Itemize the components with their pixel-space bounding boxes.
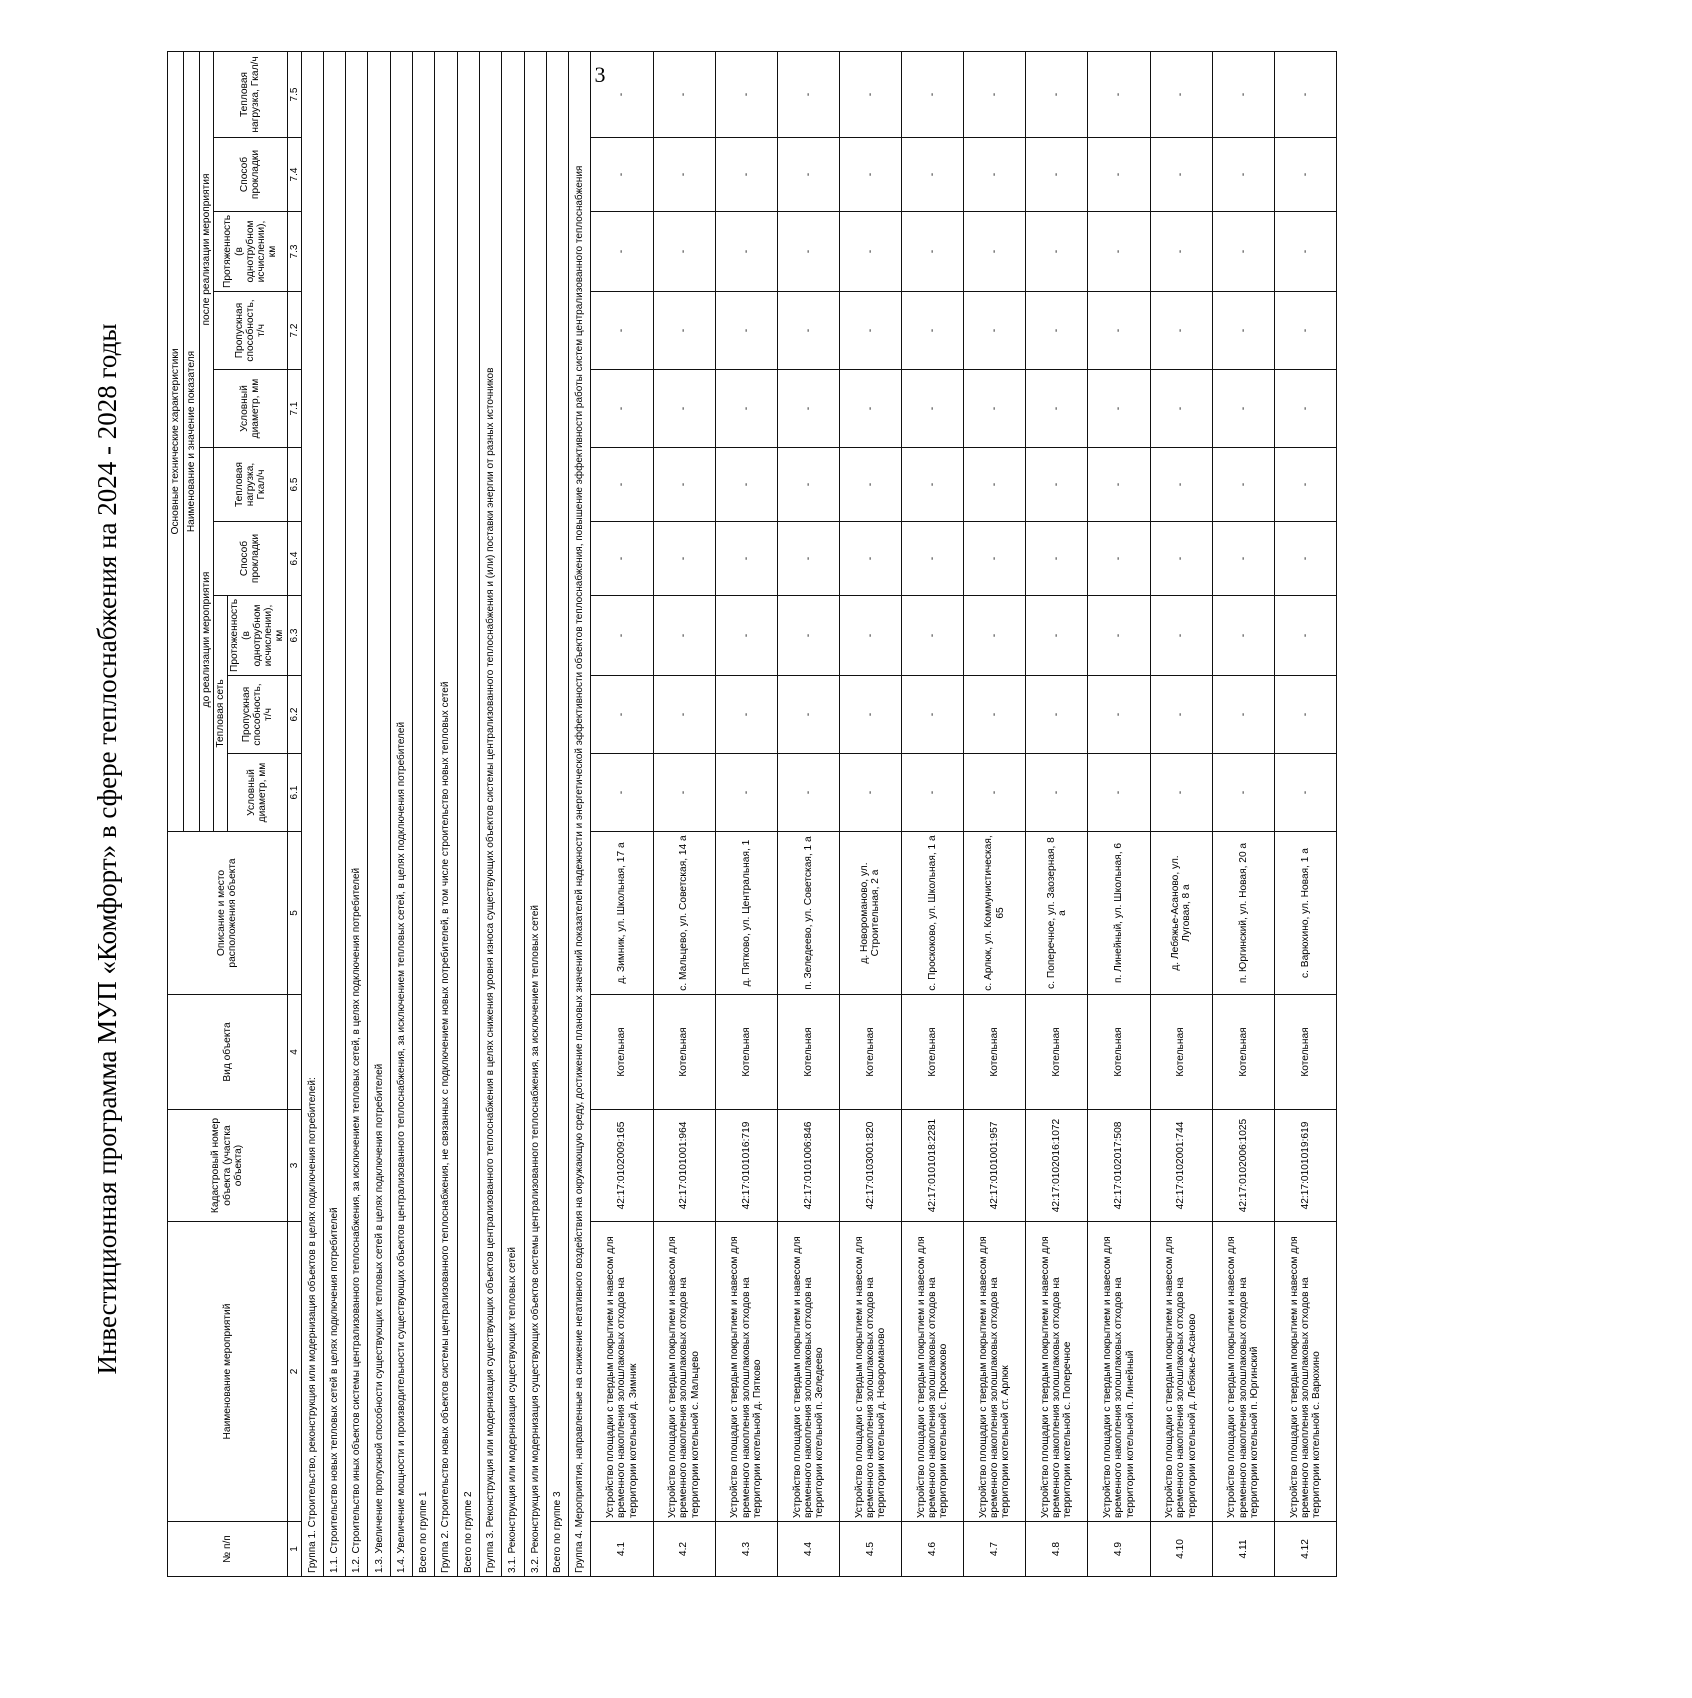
empty-value-cell: - xyxy=(1026,676,1088,754)
empty-value-cell: - xyxy=(1088,212,1150,292)
empty-value-cell: - xyxy=(1212,138,1274,212)
row-number: 4.12 xyxy=(1274,1522,1336,1577)
column-index-cell: 7.2 xyxy=(287,292,301,370)
measure-name: Устройство площадки с твердым покрытием и навесом для временного накопления золошлаковых отходов на территории котельной с. Мальцево xyxy=(653,1222,715,1522)
empty-value-cell: - xyxy=(839,596,901,676)
empty-value-cell: - xyxy=(653,522,715,596)
column-index-cell: 7.4 xyxy=(287,138,301,212)
empty-value-cell: - xyxy=(715,448,777,522)
row-number: 4.2 xyxy=(653,1522,715,1577)
empty-value-cell: - xyxy=(1274,448,1336,522)
empty-value-cell: - xyxy=(964,292,1026,370)
header-throughput-before: Пропускная способность, т/ч xyxy=(228,676,287,754)
empty-value-cell: - xyxy=(1274,370,1336,448)
group-label: 1.1. Строительство новых тепловых сетей в целях подключения потребителей xyxy=(323,51,345,1576)
object-type: Котельная xyxy=(1088,995,1150,1110)
group-row xyxy=(569,51,591,1576)
table-row xyxy=(777,51,839,1576)
empty-value-cell: - xyxy=(964,522,1026,596)
column-index-cell: 2 xyxy=(287,1222,301,1522)
empty-value-cell: - xyxy=(1088,292,1150,370)
object-location: д. Зимник, ул. Школьная, 17 а xyxy=(591,832,653,995)
group-row xyxy=(346,51,368,1576)
measure-name: Устройство площадки с твердым покрытием и навесом для временного накопления золошлаковых отходов на территории котельной с. Поперечное xyxy=(1026,1222,1088,1522)
group-label: Всего по группе 2 xyxy=(457,51,479,1576)
cadastral-number: 42:17:0102017:508 xyxy=(1088,1110,1150,1222)
cadastral-number: 42:17:0101016:719 xyxy=(715,1110,777,1222)
table-row xyxy=(1150,51,1212,1576)
empty-value-cell: - xyxy=(1026,51,1088,137)
group-label: Группа 2. Строительство новых объектов системы централизованного теплоснабжения, не связанных с подключением новых потребителей, в том числе строительство новых тепловых сетей xyxy=(435,51,457,1576)
empty-value-cell: - xyxy=(777,370,839,448)
empty-value-cell: - xyxy=(591,51,653,137)
empty-value-cell: - xyxy=(1026,448,1088,522)
empty-value-cell: - xyxy=(839,522,901,596)
object-location: с. Проскоково, ул. Школьная, 1 а xyxy=(902,832,964,995)
measure-name: Устройство площадки с твердым покрытием и навесом для временного накопления золошлаковых отходов на территории котельной д. Новороманово xyxy=(839,1222,901,1522)
row-number: 4.3 xyxy=(715,1522,777,1577)
empty-value-cell: - xyxy=(839,676,901,754)
cadastral-number: 42:17:0102009:165 xyxy=(591,1110,653,1222)
empty-value-cell: - xyxy=(1212,596,1274,676)
empty-value-cell: - xyxy=(777,51,839,137)
page-number: 3 xyxy=(594,62,606,87)
empty-value-cell: - xyxy=(715,212,777,292)
empty-value-cell: - xyxy=(1212,51,1274,137)
row-number: 4.7 xyxy=(964,1522,1026,1577)
cadastral-number: 42:17:0101006:846 xyxy=(777,1110,839,1222)
empty-value-cell: - xyxy=(715,51,777,137)
table-row xyxy=(591,51,653,1576)
header-tech: Основные технические характеристики xyxy=(168,51,184,831)
column-index-cell: 7.5 xyxy=(287,51,301,137)
column-index-cell: 6.5 xyxy=(287,448,301,522)
header-laying-after: Способ прокладки xyxy=(214,138,287,212)
table-row xyxy=(1088,51,1150,1576)
object-location: с. Поперечное, ул. Заозерная, 8 а xyxy=(1026,832,1088,995)
empty-value-cell: - xyxy=(902,51,964,137)
group-row xyxy=(301,51,323,1576)
empty-value-cell: - xyxy=(653,754,715,832)
measure-name: Устройство площадки с твердым покрытием и навесом для временного накопления золошлаковых отходов на территории котельной д. Лебяжье-Асаново xyxy=(1150,1222,1212,1522)
column-index-row xyxy=(287,51,301,1576)
measure-name: Устройство площадки с твердым покрытием и навесом для временного накопления золошлаковых отходов на территории котельной с. Варюхино xyxy=(1274,1222,1336,1522)
empty-value-cell: - xyxy=(653,138,715,212)
table-row xyxy=(1026,51,1088,1576)
empty-value-cell: - xyxy=(1150,51,1212,137)
column-index-cell: 6.3 xyxy=(287,596,301,676)
measure-name: Устройство площадки с твердым покрытием и навесом для временного накопления золошлаковых отходов на территории котельной д. Пятково xyxy=(715,1222,777,1522)
cadastral-number: 42:17:0102016:1072 xyxy=(1026,1110,1088,1222)
table-row xyxy=(715,51,777,1576)
empty-value-cell: - xyxy=(1150,522,1212,596)
empty-value-cell: - xyxy=(777,754,839,832)
row-number: 4.9 xyxy=(1088,1522,1150,1577)
empty-value-cell: - xyxy=(1088,370,1150,448)
empty-value-cell: - xyxy=(902,370,964,448)
object-location: п. Линейный, ул. Школьная, 6 xyxy=(1088,832,1150,995)
header-num: № п/п xyxy=(168,1522,288,1577)
empty-value-cell: - xyxy=(1026,522,1088,596)
empty-value-cell: - xyxy=(1150,596,1212,676)
empty-value-cell: - xyxy=(1150,212,1212,292)
empty-value-cell: - xyxy=(1088,448,1150,522)
empty-value-cell: - xyxy=(1088,51,1150,137)
object-location: д. Пятково, ул. Центральная, 1 xyxy=(715,832,777,995)
group-row xyxy=(479,51,501,1576)
empty-value-cell: - xyxy=(1026,370,1088,448)
empty-value-cell: - xyxy=(964,370,1026,448)
page-title: Инвестиционная программа МУП «Комфорт» в сфере теплоснабжения на 2024 - 2028 годы xyxy=(92,323,122,1375)
group-row xyxy=(524,51,546,1576)
table-row xyxy=(1212,51,1274,1576)
header-throughput-after: Пропускная способность, т/ч xyxy=(214,292,287,370)
header-indicator: Наименование и значение показателя xyxy=(184,51,200,831)
empty-value-cell: - xyxy=(1274,51,1336,137)
empty-value-cell: - xyxy=(964,676,1026,754)
empty-value-cell: - xyxy=(1026,212,1088,292)
group-label: Группа 1. Строительство, реконструкция или модернизация объектов в целях подключения потребителей: xyxy=(301,51,323,1576)
object-type: Котельная xyxy=(715,995,777,1110)
group-row xyxy=(323,51,345,1576)
column-index-cell: 4 xyxy=(287,995,301,1110)
empty-value-cell: - xyxy=(1088,522,1150,596)
empty-value-cell: - xyxy=(591,676,653,754)
cadastral-number: 42:17:0101019:619 xyxy=(1274,1110,1336,1222)
header-before: до реализации мероприятия xyxy=(200,448,214,832)
object-location: с. Варюхино, ул. Новая, 1 а xyxy=(1274,832,1336,995)
empty-value-cell: - xyxy=(715,596,777,676)
object-type: Котельная xyxy=(1150,995,1212,1110)
empty-value-cell: - xyxy=(902,448,964,522)
empty-value-cell: - xyxy=(1150,448,1212,522)
header-diameter-before: Условный диаметр, мм xyxy=(228,754,287,832)
empty-value-cell: - xyxy=(1274,212,1336,292)
column-index-cell: 5 xyxy=(287,832,301,995)
object-type: Котельная xyxy=(591,995,653,1110)
empty-value-cell: - xyxy=(964,754,1026,832)
measure-name: Устройство площадки с твердым покрытием и навесом для временного накопления золошлаковых отходов на территории котельной д. Зимник xyxy=(591,1222,653,1522)
group-label: 1.4. Увеличение мощности и производительности существующих объектов централизованного теплоснабжения, за исключением тепловых сетей, в целях подключения потребителей xyxy=(390,51,412,1576)
table-row xyxy=(839,51,901,1576)
empty-value-cell: - xyxy=(964,596,1026,676)
empty-value-cell: - xyxy=(902,138,964,212)
object-location: д. Лебяжье-Асаново, ул. Луговая, 8 а xyxy=(1150,832,1212,995)
empty-value-cell: - xyxy=(964,51,1026,137)
empty-value-cell: - xyxy=(777,138,839,212)
column-index-cell: 3 xyxy=(287,1110,301,1222)
table-row xyxy=(964,51,1026,1576)
empty-value-cell: - xyxy=(591,292,653,370)
empty-value-cell: - xyxy=(1212,754,1274,832)
empty-value-cell: - xyxy=(715,370,777,448)
object-type: Котельная xyxy=(964,995,1026,1110)
measure-name: Устройство площадки с твердым покрытием и навесом для временного накопления золошлаковых отходов на территории котельной ст. Арлюк xyxy=(964,1222,1026,1522)
column-index-cell: 7.3 xyxy=(287,212,301,292)
empty-value-cell: - xyxy=(715,754,777,832)
empty-value-cell: - xyxy=(653,596,715,676)
empty-value-cell: - xyxy=(653,676,715,754)
empty-value-cell: - xyxy=(715,138,777,212)
empty-value-cell: - xyxy=(1088,138,1150,212)
header-length-after: Протяженность (в однотрубном исчислении), км xyxy=(214,212,287,292)
empty-value-cell: - xyxy=(964,212,1026,292)
empty-value-cell: - xyxy=(715,522,777,596)
cadastral-number: 42:17:0101001:964 xyxy=(653,1110,715,1222)
empty-value-cell: - xyxy=(777,212,839,292)
empty-value-cell: - xyxy=(777,448,839,522)
header-heat-load-before: Тепловая нагрузка, Гкал/ч xyxy=(214,448,287,522)
empty-value-cell: - xyxy=(777,596,839,676)
header-laying-before: Способ прокладки xyxy=(214,522,287,596)
empty-value-cell: - xyxy=(1026,754,1088,832)
measure-name: Устройство площадки с твердым покрытием и навесом для временного накопления золошлаковых отходов на территории котельной п. Юргинский xyxy=(1212,1222,1274,1522)
group-label: 1.2. Строительство иных объектов системы централизованного теплоснабжения, за исключением тепловых сетей, в целях подключения потребителей xyxy=(346,51,368,1576)
measure-name: Устройство площадки с твердым покрытием и навесом для временного накопления золошлаковых отходов на территории котельной п. Зеледеево xyxy=(777,1222,839,1522)
empty-value-cell: - xyxy=(1150,754,1212,832)
header-after: после реализации мероприятия xyxy=(200,51,214,447)
empty-value-cell: - xyxy=(777,522,839,596)
empty-value-cell: - xyxy=(1212,522,1274,596)
investment-table xyxy=(167,51,1337,1577)
empty-value-cell: - xyxy=(1088,754,1150,832)
empty-value-cell: - xyxy=(591,448,653,522)
empty-value-cell: - xyxy=(964,448,1026,522)
group-label: 3.1. Реконструкция или модернизация существующих тепловых сетей xyxy=(502,51,524,1576)
empty-value-cell: - xyxy=(1274,596,1336,676)
empty-value-cell: - xyxy=(591,138,653,212)
cadastral-number: 42:17:0102006:1025 xyxy=(1212,1110,1274,1222)
column-index-cell: 1 xyxy=(287,1522,301,1577)
row-number: 4.5 xyxy=(839,1522,901,1577)
group-row xyxy=(502,51,524,1576)
empty-value-cell: - xyxy=(1088,596,1150,676)
column-index-cell: 6.2 xyxy=(287,676,301,754)
empty-value-cell: - xyxy=(1150,370,1212,448)
empty-value-cell: - xyxy=(715,676,777,754)
empty-value-cell: - xyxy=(653,448,715,522)
empty-value-cell: - xyxy=(1274,676,1336,754)
group-label: Группа 3. Реконструкция или модернизация существующих объектов централизованного теплоснабжения в целях снижения уровня износа существующих объектов системы централизованного теплоснабжения и (или) поставки энергии от разных источников xyxy=(479,51,501,1576)
group-row xyxy=(435,51,457,1576)
object-location: с. Мальцево, ул. Советская, 14 а xyxy=(653,832,715,995)
row-number: 4.10 xyxy=(1150,1522,1212,1577)
column-index-cell: 6.4 xyxy=(287,522,301,596)
group-label: Группа 4. Мероприятия, направленные на снижение негативного воздействия на окружающую среду, достижение плановых значений показателей надежности и энергетической эффективности объектов теплоснабжения, повышение эффективности работы систем централизованного теплоснабжения xyxy=(569,51,591,1576)
cadastral-number: 42:17:0101018:2281 xyxy=(902,1110,964,1222)
object-type: Котельная xyxy=(777,995,839,1110)
empty-value-cell: - xyxy=(1212,370,1274,448)
row-number: 4.6 xyxy=(902,1522,964,1577)
row-number: 4.4 xyxy=(777,1522,839,1577)
cadastral-number: 42:17:0101001:957 xyxy=(964,1110,1026,1222)
header-description: Описание и место расположения объекта xyxy=(168,832,288,995)
empty-value-cell: - xyxy=(902,292,964,370)
measure-name: Устройство площадки с твердым покрытием и навесом для временного накопления золошлаковых отходов на территории котельной п. Линейный xyxy=(1088,1222,1150,1522)
empty-value-cell: - xyxy=(1150,676,1212,754)
column-index-cell: 6.1 xyxy=(287,754,301,832)
group-row xyxy=(413,51,435,1576)
empty-value-cell: - xyxy=(839,448,901,522)
empty-value-cell: - xyxy=(591,212,653,292)
empty-value-cell: - xyxy=(1274,522,1336,596)
empty-value-cell: - xyxy=(715,292,777,370)
header-diameter-after: Условный диаметр, мм xyxy=(214,370,287,448)
header-heat-load-after: Тепловая нагрузка, Гкал/ч xyxy=(214,51,287,137)
empty-value-cell: - xyxy=(1274,292,1336,370)
empty-value-cell: - xyxy=(902,676,964,754)
empty-value-cell: - xyxy=(591,370,653,448)
table-row xyxy=(1274,51,1336,1576)
empty-value-cell: - xyxy=(902,596,964,676)
table-row xyxy=(902,51,964,1576)
empty-value-cell: - xyxy=(1274,138,1336,212)
header-heat-network: Тепловая сеть xyxy=(214,596,228,832)
empty-value-cell: - xyxy=(591,596,653,676)
group-label: 1.3. Увеличение пропускной способности существующих тепловых сетей в целях подключения потребителей xyxy=(368,51,390,1576)
empty-value-cell: - xyxy=(591,522,653,596)
group-label: Всего по группе 1 xyxy=(413,51,435,1576)
header-length-before: Протяженность (в однотрубном исчислении), км xyxy=(228,596,287,676)
empty-value-cell: - xyxy=(777,292,839,370)
object-type: Котельная xyxy=(1212,995,1274,1110)
group-label: 3.2. Реконструкция или модернизация существующих объектов системы централизованного теплоснабжения, за исключением тепловых сетей xyxy=(524,51,546,1576)
empty-value-cell: - xyxy=(839,212,901,292)
empty-value-cell: - xyxy=(839,292,901,370)
empty-value-cell: - xyxy=(902,522,964,596)
group-row xyxy=(546,51,568,1576)
empty-value-cell: - xyxy=(653,292,715,370)
empty-value-cell: - xyxy=(902,754,964,832)
object-type: Котельная xyxy=(839,995,901,1110)
group-row xyxy=(457,51,479,1576)
object-type: Котельная xyxy=(653,995,715,1110)
group-row xyxy=(390,51,412,1576)
empty-value-cell: - xyxy=(777,676,839,754)
object-type: Котельная xyxy=(902,995,964,1110)
empty-value-cell: - xyxy=(1212,292,1274,370)
empty-value-cell: - xyxy=(839,754,901,832)
empty-value-cell: - xyxy=(1150,138,1212,212)
row-number: 4.8 xyxy=(1026,1522,1088,1577)
empty-value-cell: - xyxy=(964,138,1026,212)
header-object-type: Вид объекта xyxy=(168,995,288,1110)
cadastral-number: 42:17:0102001:744 xyxy=(1150,1110,1212,1222)
object-location: п. Зеледеево, ул. Советская, 1 а xyxy=(777,832,839,995)
column-index-cell: 7.1 xyxy=(287,370,301,448)
empty-value-cell: - xyxy=(1212,448,1274,522)
table-row xyxy=(653,51,715,1576)
cadastral-number: 42:17:0103001:820 xyxy=(839,1110,901,1222)
empty-value-cell: - xyxy=(1026,138,1088,212)
empty-value-cell: - xyxy=(1212,212,1274,292)
empty-value-cell: - xyxy=(839,370,901,448)
row-number: 4.11 xyxy=(1212,1522,1274,1577)
empty-value-cell: - xyxy=(1088,676,1150,754)
empty-value-cell: - xyxy=(902,212,964,292)
group-label: Всего по группе 3 xyxy=(546,51,568,1576)
empty-value-cell: - xyxy=(591,754,653,832)
object-type: Котельная xyxy=(1274,995,1336,1110)
empty-value-cell: - xyxy=(1150,292,1212,370)
header-name: Наименование мероприятий xyxy=(168,1222,288,1522)
empty-value-cell: - xyxy=(653,212,715,292)
object-location: с. Арлюк, ул. Коммунистическая, 65 xyxy=(964,832,1026,995)
empty-value-cell: - xyxy=(1026,292,1088,370)
object-location: п. Юргинский, ул. Новая, 20 а xyxy=(1212,832,1274,995)
empty-value-cell: - xyxy=(1026,596,1088,676)
row-number: 4.1 xyxy=(591,1522,653,1577)
header-cadastral: Кадастровый номер объекта (участка объекта) xyxy=(168,1110,288,1222)
empty-value-cell: - xyxy=(653,370,715,448)
group-row xyxy=(368,51,390,1576)
empty-value-cell: - xyxy=(653,51,715,137)
empty-value-cell: - xyxy=(839,51,901,137)
object-location: д. Новороманово, ул. Строительная, 2 а xyxy=(839,832,901,995)
measure-name: Устройство площадки с твердым покрытием и навесом для временного накопления золошлаковых отходов на территории котельной с. Проскоково xyxy=(902,1222,964,1522)
empty-value-cell: - xyxy=(1274,754,1336,832)
empty-value-cell: - xyxy=(839,138,901,212)
rotated-table-container xyxy=(167,56,1692,1577)
empty-value-cell: - xyxy=(1212,676,1274,754)
object-type: Котельная xyxy=(1026,995,1088,1110)
